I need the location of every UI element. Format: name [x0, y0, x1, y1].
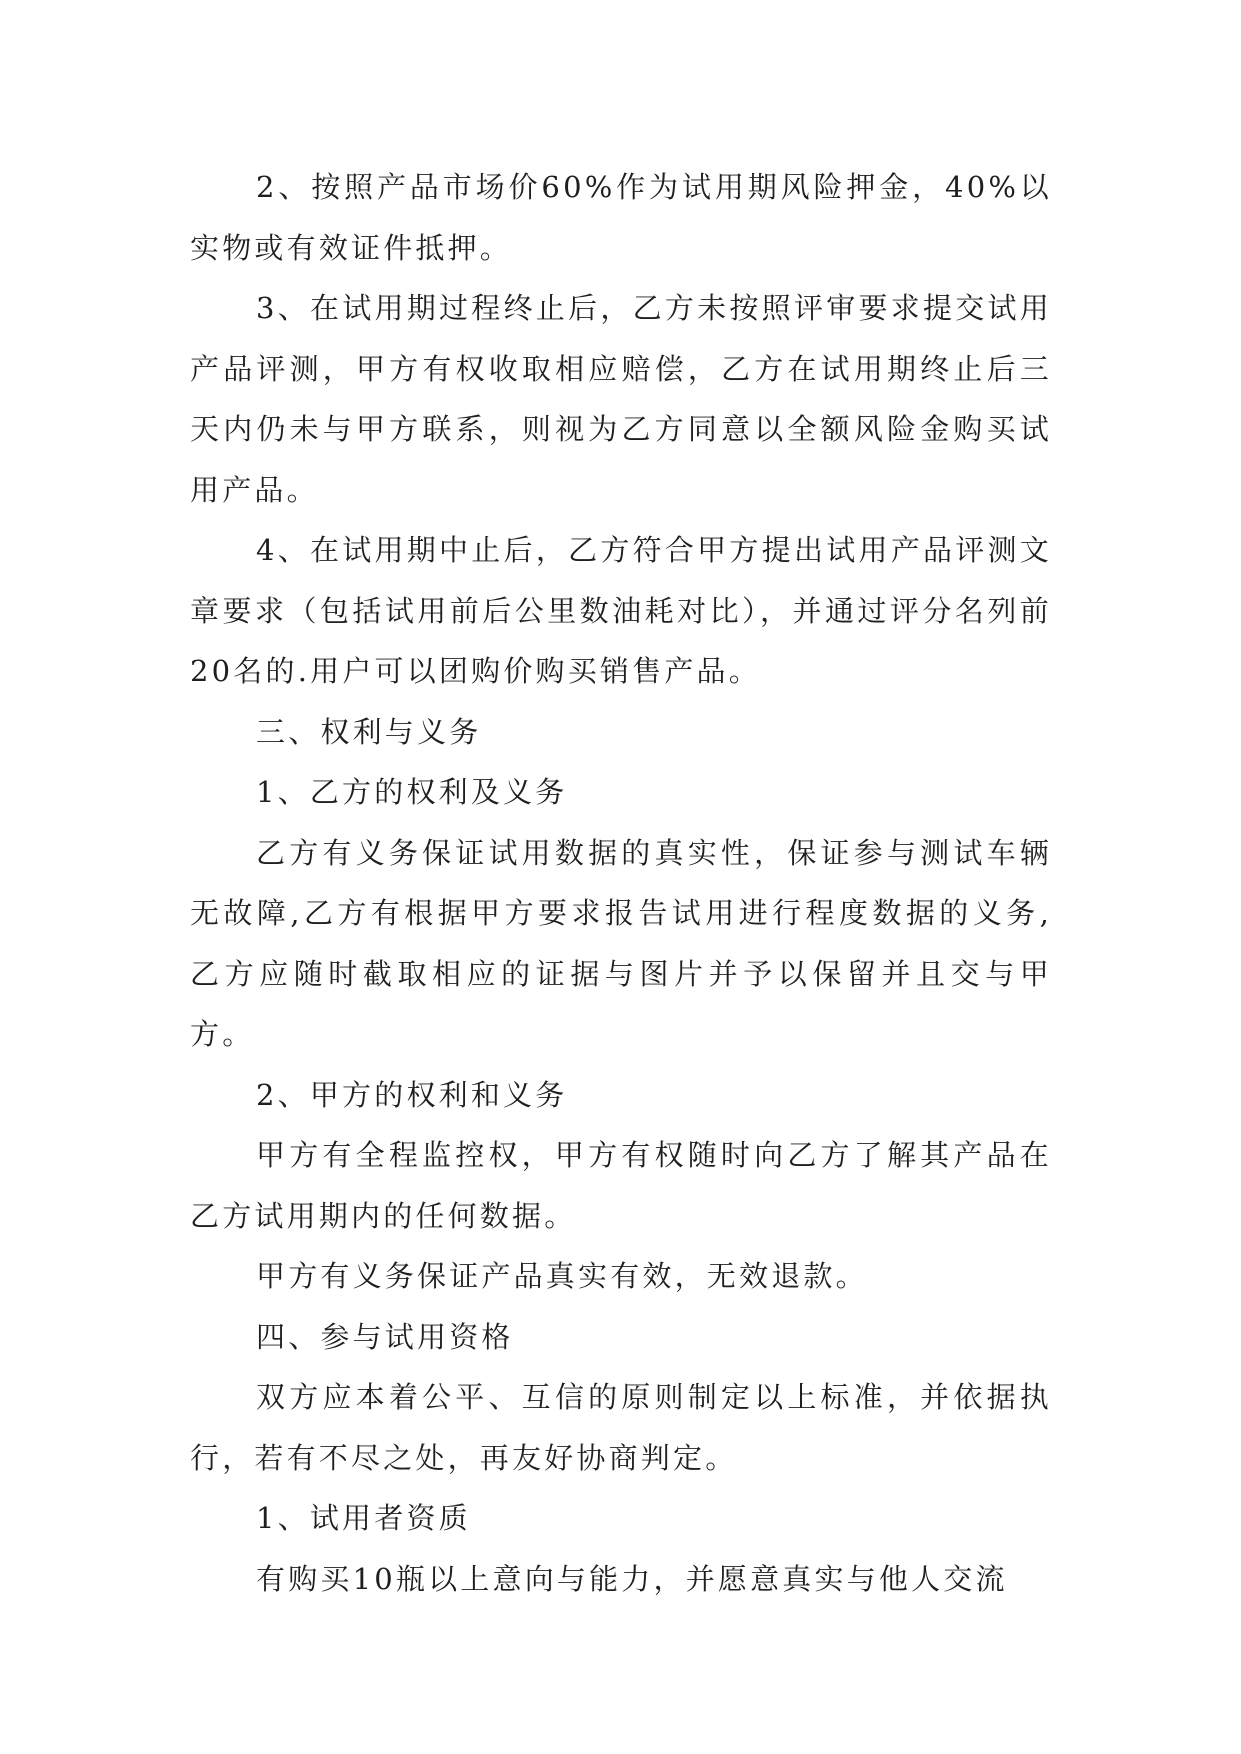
paragraph-trial-termination: 3、在试用期过程终止后，乙方未按照评审要求提交试用产品评测，甲方有权收取相应赔偿，乙方在试用期终止后三天内仍未与甲方联系，则视为乙方同意以全额风险金购买试用产品。 — [190, 291, 1052, 507]
subheading-party-a-rights: 2、甲方的权利和义务 — [256, 1077, 568, 1112]
paragraph-party-b-obligations: 乙方有义务保证试用数据的真实性，保证参与测试车辆无故障,乙方有根据甲方要求报告试用进行程度数据的义务,乙方应随时截取相应的证据与图片并予以保留并且交与甲方。 — [190, 835, 1052, 1051]
paragraph-deposit-terms: 2、按照产品市场价60%作为试用期风险押金，40%以实物或有效证件抵押。 — [190, 170, 1052, 265]
subheading-party-b-rights: 1、乙方的权利及义务 — [256, 775, 568, 809]
document-body — [190, 157, 1052, 1609]
section-heading-trial-eligibility: 四、参与试用资格 — [256, 1319, 514, 1354]
paragraph-purchase-intent: 有购买10瓶以上意向与能力，并愿意真实与他人交流 — [256, 1561, 1008, 1596]
paragraph-party-a-monitoring: 甲方有全程监控权，甲方有权随时向乙方了解其产品在乙方试用期内的任何数据。 — [190, 1138, 1052, 1233]
paragraph-fairness-principle: 双方应本着公平、互信的原则制定以上标准，并依据执行，若有不尽之处，再友好协商判定。 — [190, 1380, 1052, 1475]
subheading-trial-user-qualification: 1、试用者资质 — [256, 1501, 471, 1535]
paragraph-trial-suspension: 4、在试用期中止后，乙方符合甲方提出试用产品评测文章要求（包括试用前后公里数油耗对比），并通过评分名列前20名的.用户可以团购价购买销售产品。 — [190, 533, 1052, 688]
paragraph-party-a-obligations: 甲方有义务保证产品真实有效，无效退款。 — [256, 1259, 868, 1293]
section-heading-rights-obligations: 三、权利与义务 — [256, 714, 482, 749]
